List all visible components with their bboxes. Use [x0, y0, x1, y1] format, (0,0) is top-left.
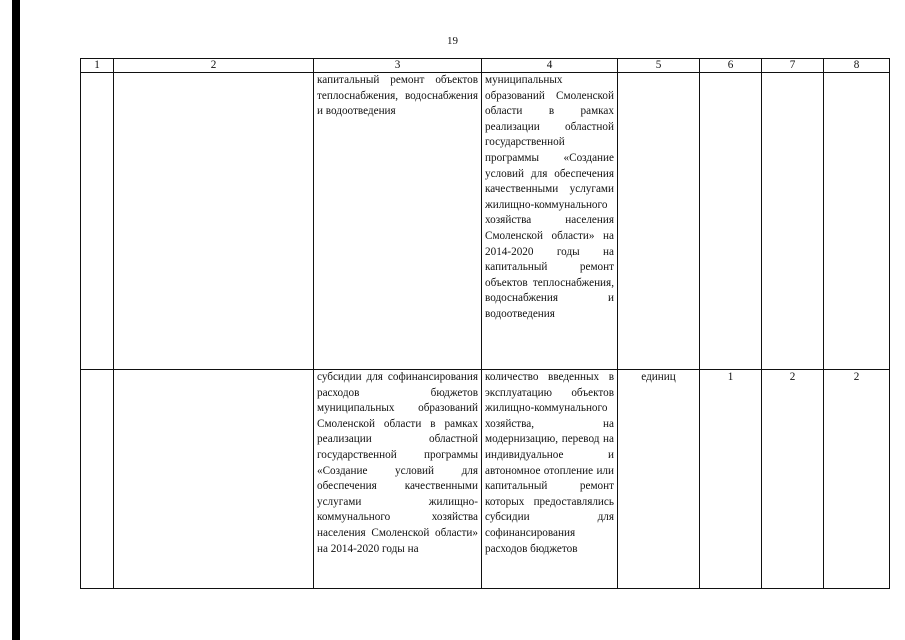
column-header: 4	[482, 59, 618, 73]
table-cell: 1	[700, 370, 762, 589]
table-cell: 2	[762, 370, 824, 589]
scan-edge	[12, 0, 20, 640]
table-cell	[81, 370, 114, 589]
table-cell	[114, 73, 314, 370]
table-cell: количество введенных в эксплуатацию объектов жилищно-коммунального хозяйства, на модернизацию, перевод на индивидуальное и автономное отопление или капитальный ремонт которых предоставлялись субсидии для софинансирования расходов бюджетов	[482, 370, 618, 589]
column-header: 6	[700, 59, 762, 73]
table-cell	[762, 73, 824, 370]
column-header: 5	[618, 59, 700, 73]
table-cell: капитальный ремонт объектов теплоснабжения, водоснабжения и водоотведения	[314, 73, 482, 370]
column-header: 2	[114, 59, 314, 73]
table-cell	[618, 73, 700, 370]
table-cell	[700, 73, 762, 370]
table-cell: субсидии для софинансирования расходов бюджетов муниципальных образований Смоленской области в рамках реализации областной государственной программы «Создание условий для обеспечения качественными услугами жилищно-коммунального хозяйства населения Смоленской области» на 2014-2020 годы на	[314, 370, 482, 589]
table-row	[81, 73, 890, 370]
column-header: 3	[314, 59, 482, 73]
column-header: 8	[824, 59, 890, 73]
table-cell: 2	[824, 370, 890, 589]
column-header: 7	[762, 59, 824, 73]
table-row	[81, 370, 890, 589]
data-table	[80, 58, 890, 589]
column-header: 1	[81, 59, 114, 73]
table-cell	[81, 73, 114, 370]
table-cell	[114, 370, 314, 589]
table-cell: муниципальных образований Смоленской области в рамках реализации областной государственной программы «Создание условий для обеспечения качественными услугами жилищно-коммунального хозяйства населения Смоленской области» на 2014-2020 годы на капитальный ремонт объектов теплоснабжения, водоснабжения и водоотведения	[482, 73, 618, 370]
page-number: 19	[447, 35, 458, 47]
table-cell	[824, 73, 890, 370]
table-cell: единиц	[618, 370, 700, 589]
header-row	[81, 59, 890, 73]
